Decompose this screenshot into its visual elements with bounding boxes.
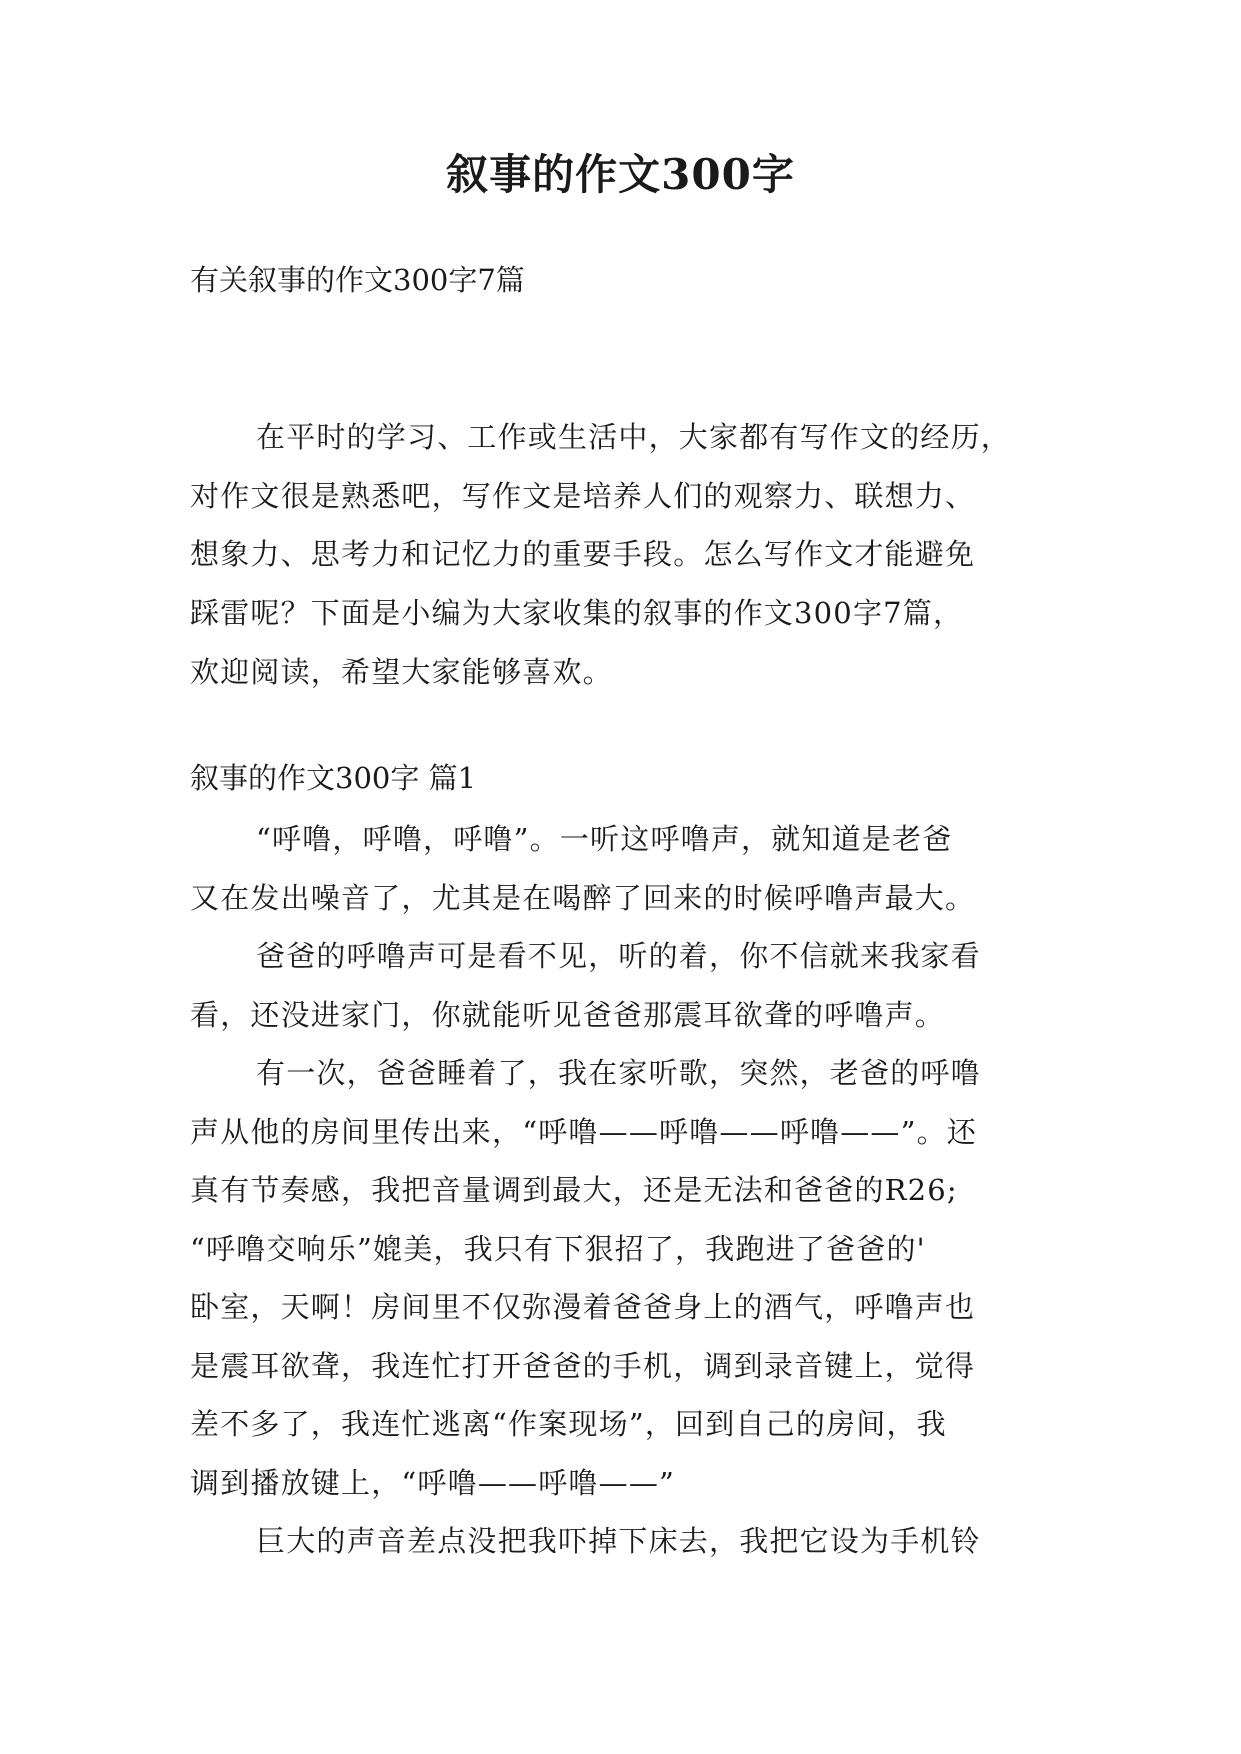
intro-line: 对作文很是熟悉吧，写作文是培养人们的观察力、联想力、 <box>190 478 976 513</box>
intro-line: 踩雷呢？下面是小编为大家收集的叙事的作文300字7篇， <box>190 596 964 631</box>
body-line: “呼噜交响乐”媲美，我只有下狠招了，我跑进了爸爸的' <box>190 1231 926 1266</box>
document-subtitle: 有关叙事的作文300字7篇 <box>190 263 525 297</box>
document-title: 叙事的作文300字 <box>446 150 795 199</box>
body-line: 调到播放键上，“呼噜——呼噜——” <box>190 1465 676 1500</box>
body-line: 爸爸的呼噜声可是看不见，听的着，你不信就来我家看 <box>256 939 981 973</box>
body-line: 声从他的房间里传出来，“呼噜——呼噜——呼噜——”。还 <box>190 1114 978 1149</box>
intro-line: 想象力、思考力和记忆力的重要手段。怎么写作文才能避免 <box>190 537 976 572</box>
body-line: 又在发出噪音了，尤其是在喝醉了回来的时候呼噜声最大。 <box>190 880 976 915</box>
intro-line: 欢迎阅读，希望大家能够喜欢。 <box>190 654 613 689</box>
body-line: 巨大的声音差点没把我吓掉下床去，我把它设为手机铃 <box>256 1524 981 1558</box>
essay-body <box>190 810 1070 1571</box>
intro-line: 在平时的学习、工作或生活中，大家都有写作文的经历， <box>256 420 1012 454</box>
body-line: 是震耳欲聋，我连忙打开爸爸的手机，调到录音键上，觉得 <box>190 1348 976 1383</box>
body-line: 差不多了，我连忙逃离“作案现场”，回到自己的房间，我 <box>190 1407 947 1441</box>
body-line: “呼噜，呼噜，呼噜”。一听这呼噜声，就知道是老爸 <box>256 822 953 856</box>
body-line: 卧室，天啊！房间里不仅弥漫着爸爸身上的酒气，呼噜声也 <box>190 1290 976 1324</box>
body-line: 真有节奏感，我把音量调到最大，还是无法和爸爸的R26; <box>190 1173 958 1207</box>
body-line: 看，还没进家门，你就能听见爸爸那震耳欲聋的呼噜声。 <box>190 997 946 1032</box>
body-line: 有一次，爸爸睡着了，我在家听歌，突然，老爸的呼噜 <box>256 1056 981 1090</box>
section-heading: 叙事的作文300字 篇1 <box>190 761 477 795</box>
intro-paragraph <box>190 408 1070 701</box>
